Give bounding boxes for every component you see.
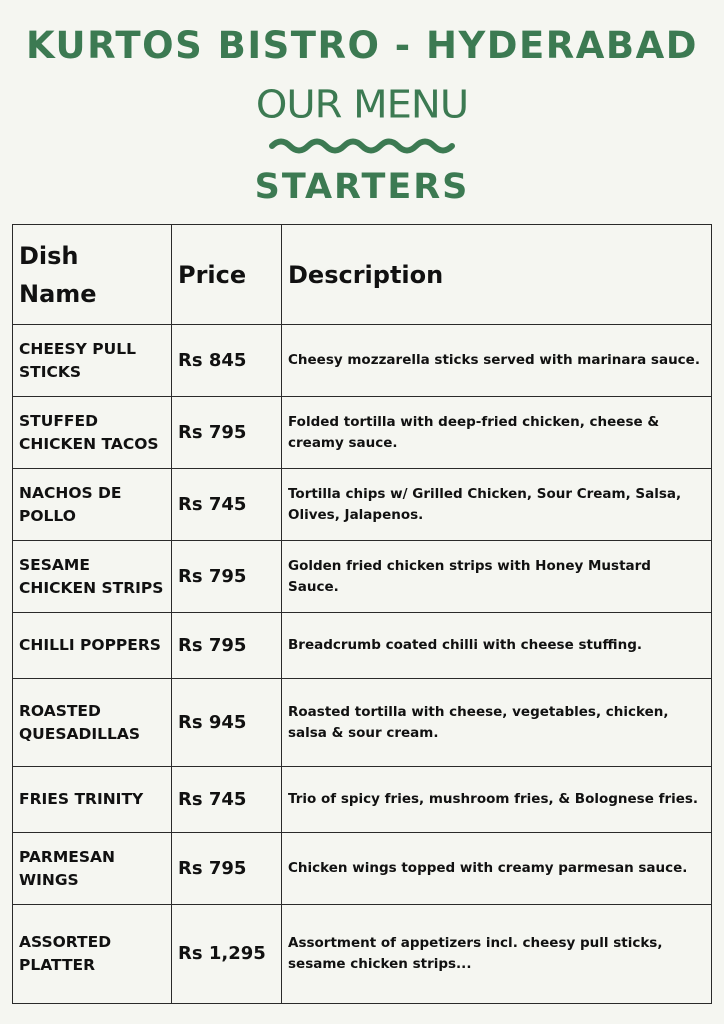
dish-description: Chicken wings topped with creamy parmesan sauce. <box>282 833 712 905</box>
table-row <box>13 679 712 767</box>
table-row <box>13 905 712 1004</box>
dish-price: Rs 795 <box>172 613 282 679</box>
dish-name: SESAME CHICKEN STRIPS <box>13 541 172 613</box>
dish-description: Assortment of appetizers incl. cheesy pull sticks, sesame chicken strips... <box>282 905 712 1004</box>
dish-price: Rs 1,295 <box>172 905 282 1004</box>
dish-price: Rs 945 <box>172 679 282 767</box>
dish-price: Rs 795 <box>172 833 282 905</box>
dish-price: Rs 845 <box>172 325 282 397</box>
dish-description: Breadcrumb coated chilli with cheese stuffing. <box>282 613 712 679</box>
menu-table <box>12 224 712 1004</box>
column-header-price: Price <box>172 225 282 325</box>
column-header-dish: Dish Name <box>13 225 172 325</box>
dish-description: Trio of spicy fries, mushroom fries, & Bolognese fries. <box>282 767 712 833</box>
column-header-description: Description <box>282 225 712 325</box>
dish-name: FRIES TRINITY <box>13 767 172 833</box>
table-row <box>13 833 712 905</box>
table-row <box>13 325 712 397</box>
dish-description: Roasted tortilla with cheese, vegetables, chicken, salsa & sour cream. <box>282 679 712 767</box>
table-row <box>13 397 712 469</box>
menu-subtitle: OUR MENU <box>255 83 469 127</box>
dish-description: Tortilla chips w/ Grilled Chicken, Sour Cream, Salsa, Olives, Jalapenos. <box>282 469 712 541</box>
dish-name: ROASTED QUESADILLAS <box>13 679 172 767</box>
dish-price: Rs 795 <box>172 397 282 469</box>
dish-price: Rs 795 <box>172 541 282 613</box>
table-row <box>13 469 712 541</box>
dish-price: Rs 745 <box>172 469 282 541</box>
dish-description: Golden fried chicken strips with Honey Mustard Sauce. <box>282 541 712 613</box>
table-header-row <box>13 225 712 325</box>
dish-description: Folded tortilla with deep-fried chicken, cheese & creamy sauce. <box>282 397 712 469</box>
dish-name: ASSORTED PLATTER <box>13 905 172 1004</box>
table-row <box>13 613 712 679</box>
dish-name: STUFFED CHICKEN TACOS <box>13 397 172 469</box>
page-title: KURTOS BISTRO - HYDERABAD <box>26 24 698 67</box>
dish-name: CHILLI POPPERS <box>13 613 172 679</box>
dish-price: Rs 745 <box>172 767 282 833</box>
dish-description: Cheesy mozzarella sticks served with marinara sauce. <box>282 325 712 397</box>
dish-name: NACHOS DE POLLO <box>13 469 172 541</box>
section-heading: STARTERS <box>254 167 470 207</box>
wave-divider-icon <box>268 133 456 159</box>
table-row <box>13 767 712 833</box>
dish-name: PARMESAN WINGS <box>13 833 172 905</box>
dish-name: CHEESY PULL STICKS <box>13 325 172 397</box>
table-row <box>13 541 712 613</box>
